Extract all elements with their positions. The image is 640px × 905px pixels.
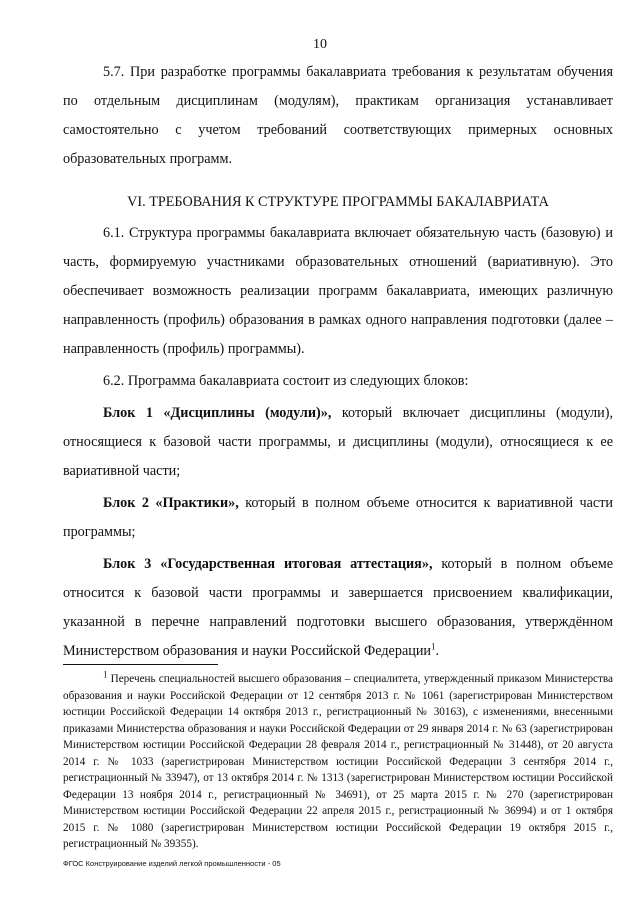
block-3-text: который в полном объеме относится к базовой части программы и завершается присвоением квалификации, указанной в перечне направлений подготовки высшего образования, утверждённом Министерством образования и науки Российской Федерации [63,556,613,659]
block-2-paragraph [63,489,613,547]
section-heading: VI. ТРЕБОВАНИЯ К СТРУКТУРЕ ПРОГРАММЫ БАКАЛАВРИАТА [127,194,549,210]
footnote [63,671,613,853]
block-1-title: Блок 1 «Дисциплины (модули)», [103,405,332,421]
block-2-title: Блок 2 «Практики», [103,495,239,511]
document-body [63,58,613,666]
block-1-text: который включает дисциплины (модули), относящиеся к базовой части программы, и дисциплины (модули), относящиеся к ее вариативной части; [63,405,613,479]
block-1-paragraph [63,399,613,486]
footnote-text: Перечень специальностей высшего образования – специалитета, утвержденный приказом Министерства образования и науки Российской Федерации от 12 сентября 2013 г. № 1061 (зарегистрирован Министерством юстиции Российской Федерации 14 октября 2013 г., регистрационный № 30163), с изменениями, внесенными приказами Министерства образования и науки Российской Федерации от 29 января 2014 г. № 63 (зарегистрирован Министерством юстиции Российской Федерации 28 февраля 2014 г., регистрационный № 31448), от 20 августа 2014 г. № 1033 (зарегистрирован Министерством юстиции Российской Федерации 3 сентября 2014 г., регистрационный № 33947), от 13 октября 2014 г. № 1313 (зарегистрирован Министерством юстиции Российской Федерации 13 ноября 2014 г., регистрационный № 34691), от 25 марта 2015 г. № 270 (зарегистрирован Министерством юстиции Российской Федерации 22 апреля 2015 г., регистрационный № 36994) и от 1 октября 2015 г. № 1080 (зарегистрирован Министерством юстиции Российской Федерации 19 октября 2015 г., регистрационный № 39355). [63,673,613,850]
block-3-paragraph: Блок 3 «Государственная итоговая аттестация», который в полном объеме относится к базовой части программы и завершается присвоением квалификации, указанной в перечне направлений подготовки высшего образования, утверждённом Министерством образования и науки Российской Федерации$^1$. [63,556,613,659]
footnote-paragraph [63,671,613,853]
paragraph-5-7: 5.7. При разработке программы бакалавриата требования к результатам обучения по отдельным дисциплинам (модулям), практикам организация устанавливает самостоятельно с учетом требований соответствующих примерных основных образовательных программ. [63,64,613,167]
footnote-marker: 1 [103,669,108,680]
document-footer: ФГОС Конструирование изделий легкой промышленности - 05 [63,859,281,868]
footnote-reference: 1 [431,641,436,652]
block-3-title: Блок 3 «Государственная итоговая аттестация», [103,556,433,572]
footnote-divider [63,664,218,665]
paragraph-6-1: 6.1. Структура программы бакалавриата включает обязательную часть (базовую) и часть, формируемую участниками образовательных отношений (вариативную). Это обеспечивает возможность реализации программ бакалавриата, имеющих различную направленность (профиль) образования в рамках одного направления подготовки (далее – направленность (профиль) программы). [63,225,613,357]
block-2-text: который в полном объеме относится к вариативной части программы; [63,495,613,540]
paragraph-6-2: 6.2. Программа бакалавриата состоит из следующих блоков: [103,373,469,389]
page-number: 10 [313,37,327,52]
